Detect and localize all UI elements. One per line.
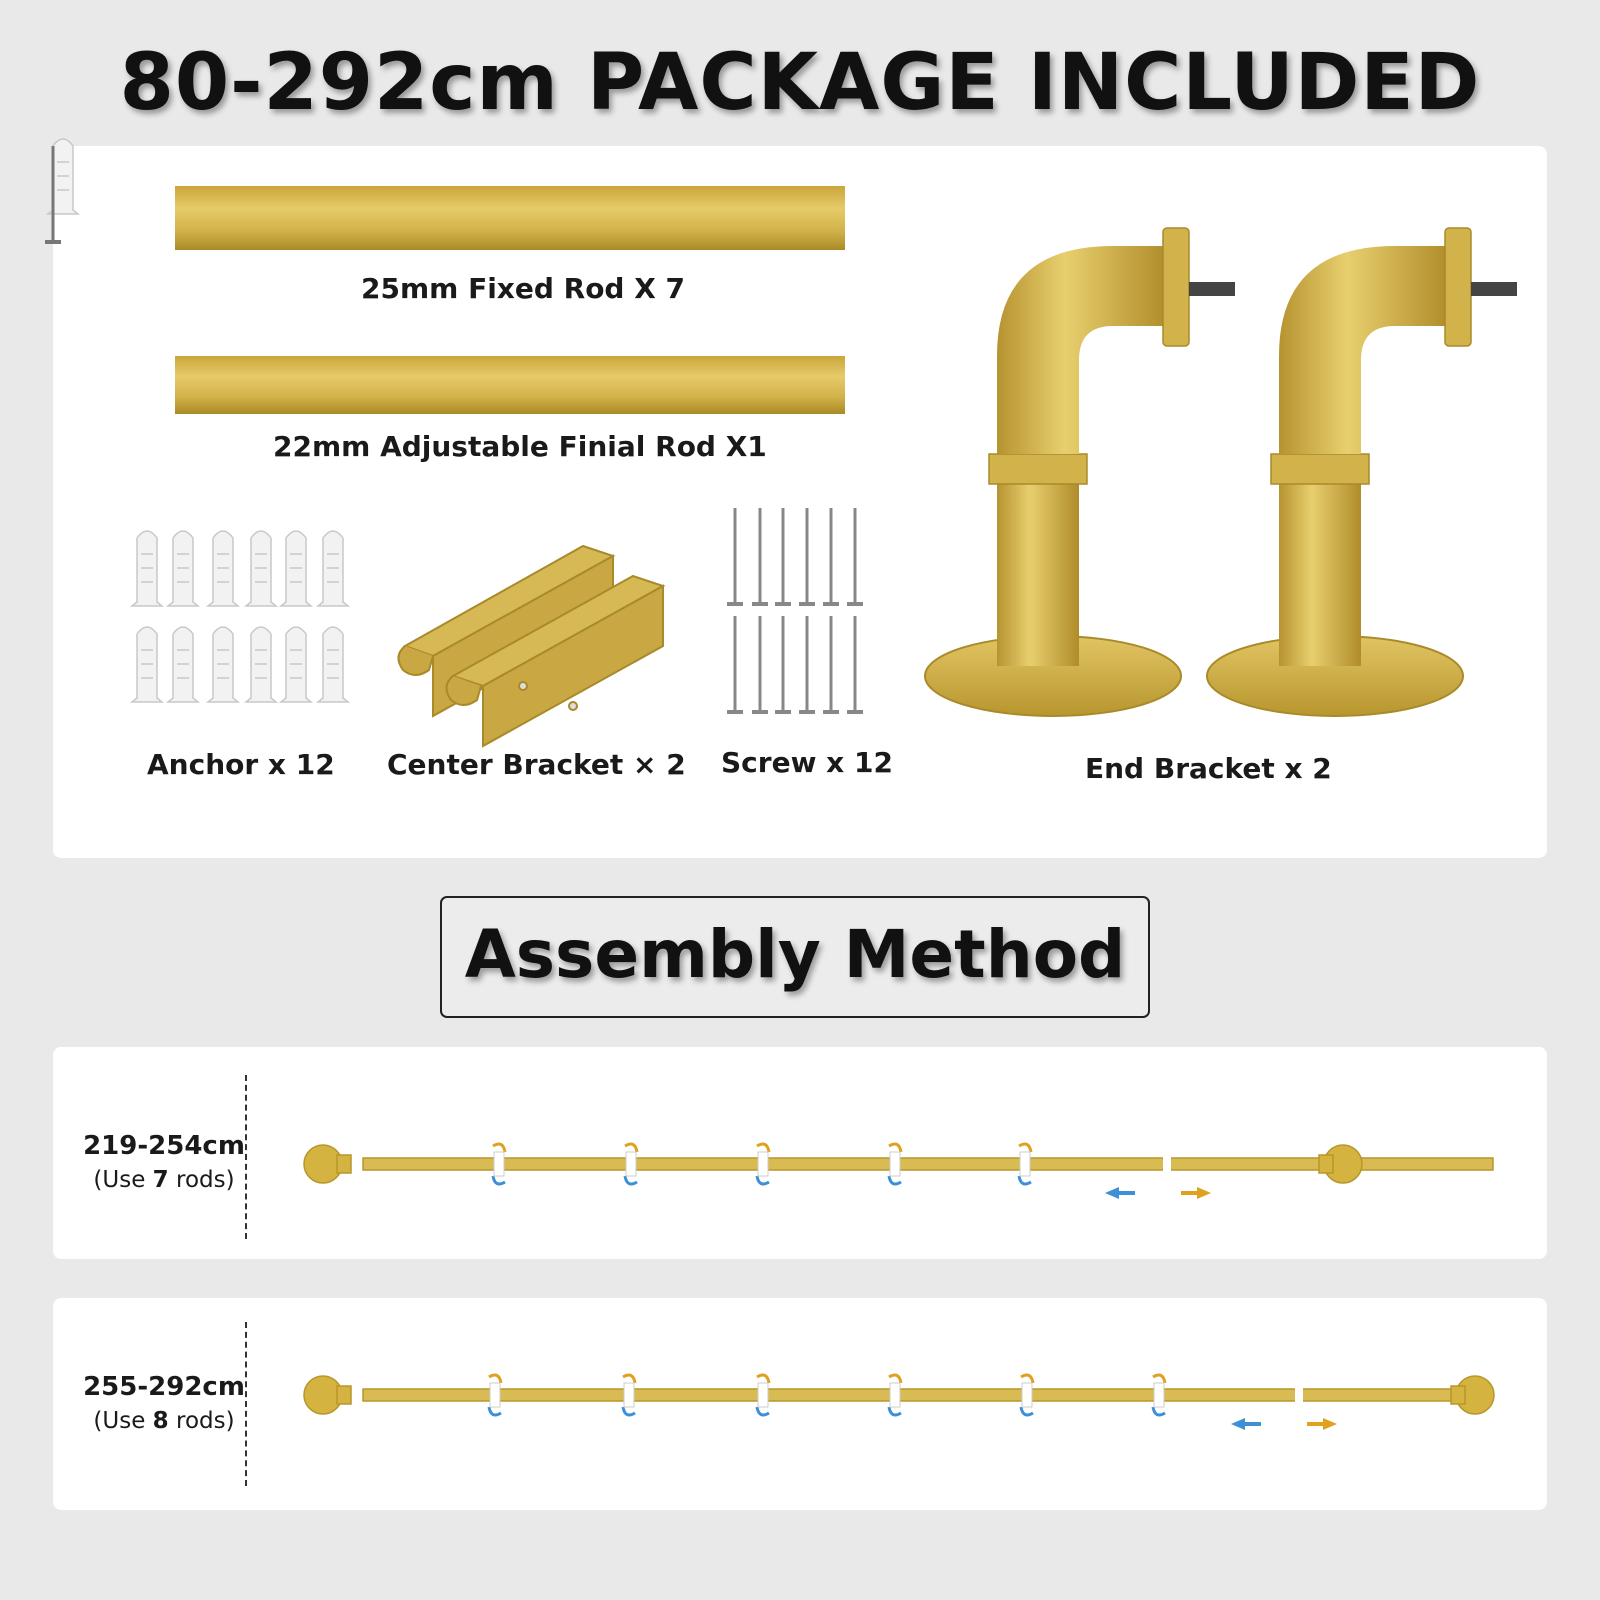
package-panel [53,146,1547,858]
end-bracket-label: End Bracket x 2 [1085,752,1332,785]
anchor-grid [132,531,348,702]
fixed-rod-label: 25mm Fixed Rod X 7 [361,272,686,305]
screw-grid [727,508,863,712]
adjust-arrows [1231,1418,1337,1430]
assembly-title: Assembly Method [464,916,1126,993]
rod-diagram-7 [53,1047,1547,1259]
fixed-rod-image [175,186,845,250]
anchor-label: Anchor x 12 [147,748,335,781]
rod-diagram-8 [53,1298,1547,1510]
range-label: 255-292cm [83,1372,245,1402]
assembly-title-box [440,896,1150,1018]
adjust-arrows [1105,1187,1211,1199]
center-bracket-image [398,546,663,746]
end-bracket-image-2 [1207,228,1517,716]
center-bracket-label: Center Bracket × 2 [387,748,686,781]
screw-label: Screw x 12 [721,746,893,779]
assembly-row-1 [53,1047,1547,1259]
rod-count-note: (Use 8 rods) [93,1408,235,1434]
range-label: 219-254cm [83,1131,245,1161]
assembly-row-2 [53,1298,1547,1510]
rod-count-note: (Use 7 rods) [93,1167,235,1193]
finial-rod-image [175,356,845,414]
end-bracket-image-1 [925,228,1235,716]
page-title: 80-292cm PACKAGE INCLUDED [119,38,1481,128]
finial-rod-label: 22mm Adjustable Finial Rod X1 [273,430,767,463]
